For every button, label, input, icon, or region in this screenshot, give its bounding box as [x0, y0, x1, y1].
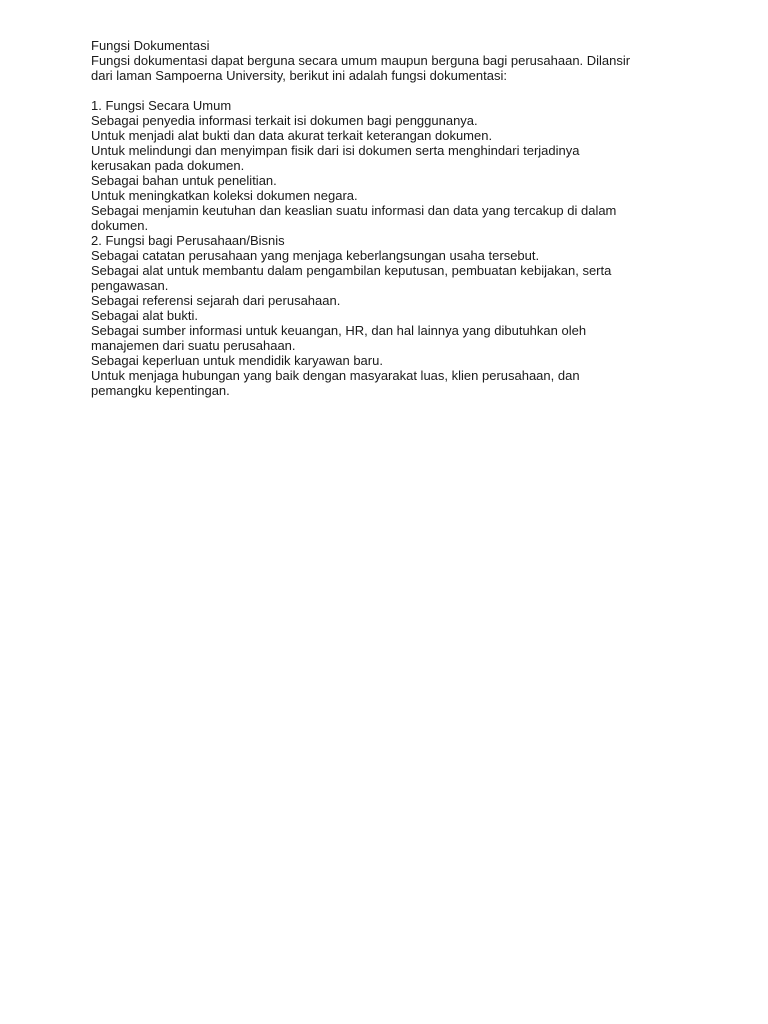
section2-line: Sebagai referensi sejarah dari perusahaan.: [91, 293, 341, 308]
section1-line: Sebagai bahan untuk penelitian.: [91, 173, 277, 188]
section1-line: Untuk menjadi alat bukti dan data akurat terkait keterangan dokumen.: [91, 128, 493, 143]
blank-line: [91, 83, 691, 98]
section2-line: Sebagai catatan perusahaan yang menjaga keberlangsungan usaha tersebut.: [91, 248, 540, 263]
section1-line: Sebagai menjamin keutuhan dan keaslian suatu informasi dan data yang tercakup di dalam: [91, 203, 617, 218]
intro-line: Fungsi dokumentasi dapat berguna secara umum maupun berguna bagi perusahaan. Dilansir: [91, 53, 631, 68]
section2-line: manajemen dari suatu perusahaan.: [91, 338, 296, 353]
document-page: [91, 38, 691, 398]
section1-line: Untuk meningkatkan koleksi dokumen negara.: [91, 188, 358, 203]
section2-line: Sebagai alat untuk membantu dalam pengambilan keputusan, pembuatan kebijakan, serta: [91, 263, 612, 278]
section-heading-umum: 1. Fungsi Secara Umum: [91, 98, 232, 113]
document-title: Fungsi Dokumentasi: [91, 38, 210, 53]
section2-line: Sebagai keperluan untuk mendidik karyawan baru.: [91, 353, 383, 368]
section2-line: pemangku kepentingan.: [91, 383, 230, 398]
section1-line: Untuk melindungi dan menyimpan fisik dari isi dokumen serta menghindari terjadinya: [91, 143, 580, 158]
section1-line: dokumen.: [91, 218, 149, 233]
section1-line: Sebagai penyedia informasi terkait isi dokumen bagi penggunanya.: [91, 113, 478, 128]
intro-line: dari laman Sampoerna University, berikut ini adalah fungsi dokumentasi:: [91, 68, 507, 83]
section2-line: pengawasan.: [91, 278, 169, 293]
section1-line: kerusakan pada dokumen.: [91, 158, 245, 173]
section2-line: Untuk menjaga hubungan yang baik dengan masyarakat luas, klien perusahaan, dan: [91, 368, 580, 383]
section-heading-bisnis: 2. Fungsi bagi Perusahaan/Bisnis: [91, 233, 285, 248]
section2-line: Sebagai alat bukti.: [91, 308, 198, 323]
section2-line: Sebagai sumber informasi untuk keuangan, HR, dan hal lainnya yang dibutuhkan oleh: [91, 323, 587, 338]
